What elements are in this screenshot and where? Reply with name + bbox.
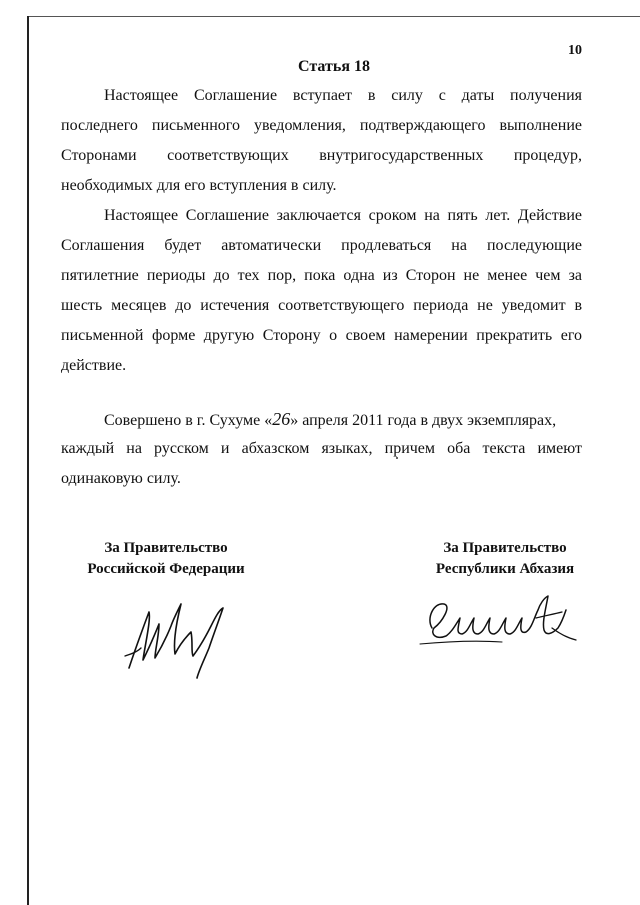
para1-line3: Сторонами соответствующих внутригосударственных процедур, — [61, 147, 582, 164]
signature-left — [115, 590, 235, 690]
para2-line3: пятилетние периоды до тех пор, пока одна из Сторон не менее чем за — [61, 267, 582, 284]
para2-line4: шесть месяцев до истечения соответствующего периода не уведомит в — [61, 297, 582, 314]
closing-text-after: » апреля 2011 года в двух экземплярах, — [290, 412, 557, 429]
handwritten-date: 26 — [272, 409, 291, 429]
signature-right — [412, 588, 582, 658]
signatory-right-line2: Республики Абхазия — [435, 561, 575, 577]
page-border-left — [27, 16, 29, 905]
signatory-left-line1: За Правительство — [104, 540, 228, 556]
para1-line2: последнего письменного уведомления, подтверждающего выполнение — [61, 117, 582, 134]
para2-line1: Настоящее Соглашение заключается сроком на пять лет. Действие — [104, 207, 582, 224]
page-number: 10 — [568, 43, 582, 58]
para1-line1: Настоящее Соглашение вступает в силу с даты получения — [104, 87, 582, 104]
closing-line1 — [104, 409, 556, 431]
para1-line4: необходимых для его вступления в силу. — [61, 177, 337, 194]
article-title: Статья 18 — [298, 58, 370, 75]
page-border-top — [27, 16, 640, 17]
closing-line3: одинаковую силу. — [61, 470, 181, 487]
signatory-right — [405, 538, 605, 580]
stray-mark — [396, 457, 398, 459]
para2-line6: действие. — [61, 357, 127, 374]
signatory-left-line2: Российской Федерации — [87, 561, 245, 577]
para2-line5: письменной форме другую Сторону о своем намерении прекратить его — [61, 327, 582, 344]
closing-line2: каждый на русском и абхазском языках, причем оба текста имеют — [61, 440, 582, 457]
para2-line2: Соглашения будет автоматически продлеваться на последующие — [61, 237, 582, 254]
signatory-right-line1: За Правительство — [443, 540, 567, 556]
closing-text-before: Совершено в г. Сухуме « — [104, 412, 273, 429]
signatory-left — [66, 538, 266, 580]
